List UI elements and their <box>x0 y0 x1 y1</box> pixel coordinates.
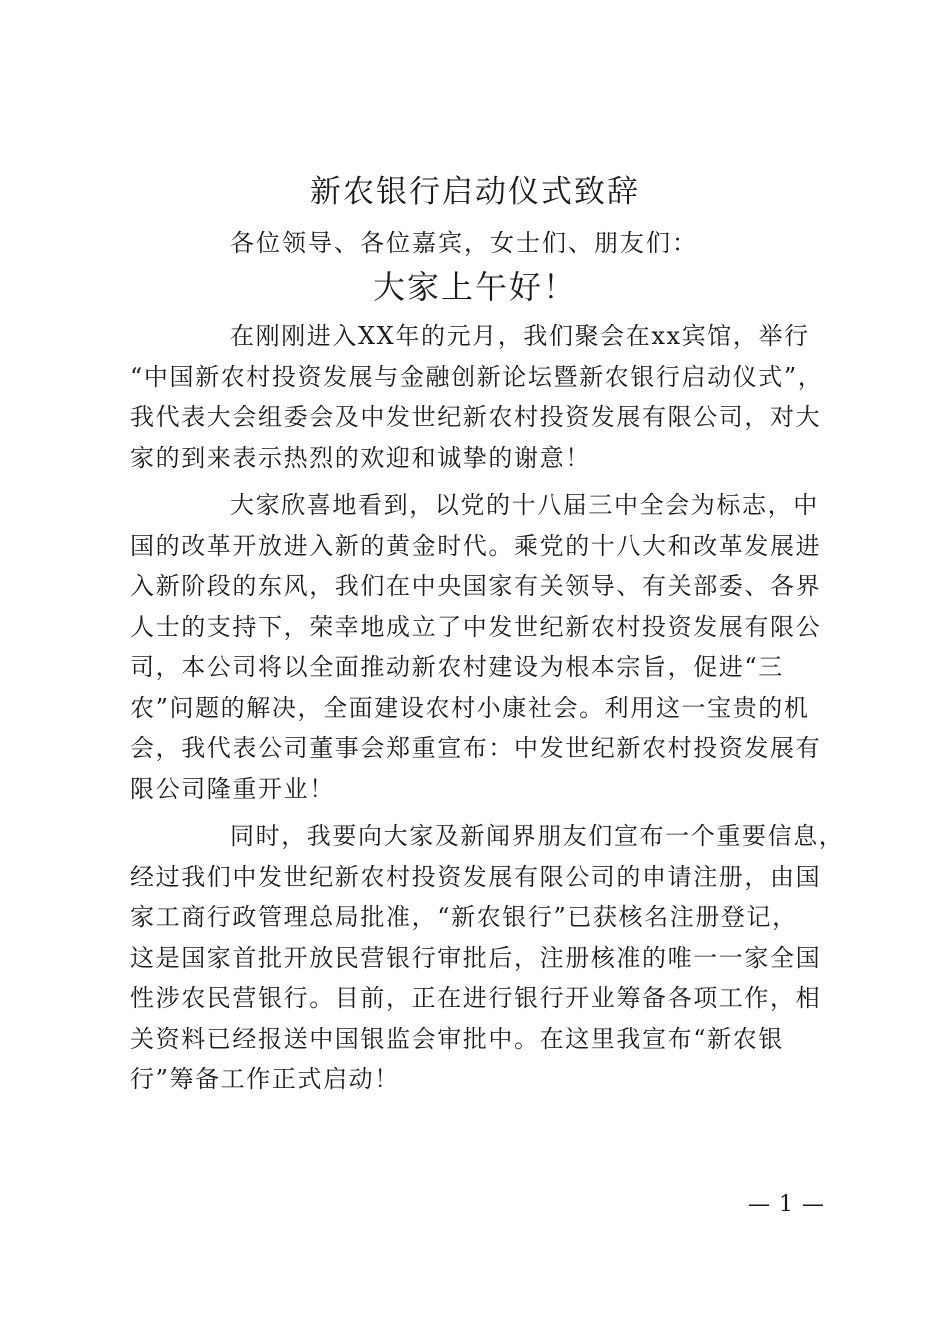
paragraph-line: 会，我代表公司董事会郑重宣布：中发世纪新农村投资发展有 <box>130 734 822 762</box>
document-title: 新农银行启动仪式致辞 <box>310 174 640 210</box>
paragraph-line: 经过我们中发世纪新农村投资发展有限公司的申请注册，由国 <box>130 862 822 891</box>
paragraph-line: 人士的支持下，荣幸地成立了中发世纪新农村投资发展有限公 <box>130 612 822 641</box>
greeting: 大家上午好！ <box>372 268 577 306</box>
paragraph-line: 国的改革开放进入新的黄金时代。乘党的十八大和改革发展进 <box>130 531 822 560</box>
speech-body <box>130 316 845 1100</box>
paragraph-line: 入新阶段的东风，我们在中央国家有关领导、有关部委、各界 <box>130 572 822 600</box>
paragraph-line: “中国新农村投资发展与金融创新论坛暨新农银行启动仪式”， <box>130 362 824 391</box>
paragraph-line: 家的到来表示热烈的欢迎和诚挚的谢意！ <box>130 443 591 472</box>
paragraph-line: 农”问题的解决，全面建设农村小康社会。利用这一宝贵的机 <box>130 693 810 722</box>
paragraph-line: 在刚刚进入XX年的元月，我们聚会在xx宾馆，举行 <box>230 322 810 350</box>
paragraph-line: 大家欣喜地看到，以党的十八届三中全会为标志，中 <box>230 491 819 519</box>
paragraph-line: 这是国家首批开放民营银行审批后，注册核准的唯一一家全国 <box>130 943 822 972</box>
paragraph-line: 限公司隆重开业！ <box>130 774 335 803</box>
paragraph-line: 同时，我要向大家及新闻界朋友们宣布一个重要信息， <box>230 822 845 850</box>
paragraph-1 <box>130 316 824 478</box>
paragraph-3 <box>130 816 845 1100</box>
paragraph-2 <box>130 485 820 809</box>
salutation: 各位领导、各位嘉宾，女士们、朋友们： <box>230 229 698 257</box>
paragraph-line: 行”筹备工作正式启动！ <box>130 1065 400 1093</box>
paragraph-line: 司，本公司将以全面推动新农村建设为根本宗旨，促进“三 <box>130 653 784 681</box>
paragraph-line: 关资料已经报送中国银监会审批中。在这里我宣布“新农银 <box>130 1024 784 1053</box>
paragraph-line: 性涉农民营银行。目前，正在进行银行开业筹备各项工作，相 <box>130 984 822 1012</box>
paragraph-line: 我代表大会组委会及中发世纪新农村投资发展有限公司，对大 <box>130 403 822 431</box>
paragraph-line: 家工商行政管理总局批准，“新农银行”已获核名注册登记， <box>130 903 798 931</box>
page-number: — 1 — <box>748 1192 825 1217</box>
